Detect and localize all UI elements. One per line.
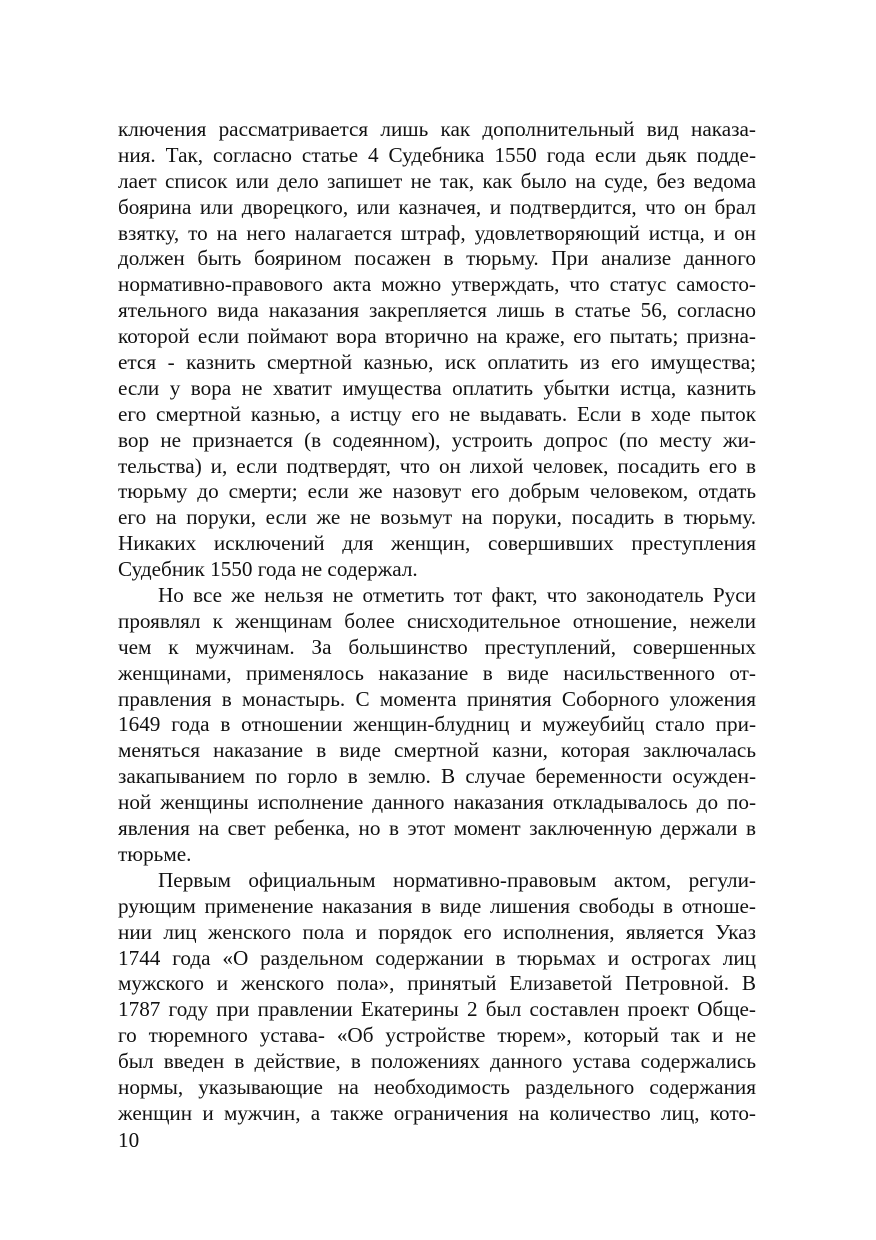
text-line: лает список или дело запишет не так, как было на суде, без ведома (118, 168, 756, 193)
text-line: нормативно-правового акта можно утверждать, что статус самосто- (118, 272, 756, 297)
text-line: меняться наказание в виде смертной казни, которая заключалась (118, 738, 756, 763)
text-line: взятку, то на него налагается штраф, удовлетворяющий истца, и он (118, 220, 756, 245)
text-line: боярина или дворецкого, или казначея, и подтвердится, что он брал (118, 194, 756, 219)
body-text (118, 117, 756, 1127)
text-line: его на поруки, если же не возьмут на поруки, посадить в тюрьму. (118, 505, 756, 530)
text-line: если у вора не хватит имущества оплатить убытки истца, казнить (118, 375, 756, 400)
text-line: должен быть боярином посажен в тюрьму. При анализе данного (118, 246, 756, 271)
paragraph (118, 868, 756, 1127)
text-line: проявлял к женщинам более снисходительное отношение, нежели (118, 608, 756, 633)
text-line: правления в монастырь. С момента принятия Соборного уложения (118, 686, 756, 711)
text-line: ется - казнить смертной казнью, иск оплатить из его имущества; (118, 350, 756, 375)
text-line: ной женщины исполнение данного наказания откладывалось до по- (118, 790, 756, 815)
text-line: Никаких исключений для женщин, совершивших преступления (118, 531, 756, 556)
text-line: вор не признается (в содеянном), устроить допрос (по месту жи- (118, 427, 756, 452)
text-line: го тюремного устава- «Об устройстве тюрем», который так и не (118, 1023, 756, 1048)
text-line: тюрьме. (118, 841, 192, 866)
paragraph (118, 583, 756, 868)
text-line: был введен в действие, в положениях данного устава содержались (118, 1049, 756, 1074)
text-line: нии лиц женского пола и порядок его исполнения, является Указ (118, 919, 756, 944)
text-line: 1649 года в отношении женщин-блудниц и мужеубийц стало при- (118, 712, 756, 737)
text-line: женщинами, применялось наказание в виде насильственного от- (118, 660, 756, 685)
text-line: Но все же нельзя не отметить тот факт, что законодатель Руси (158, 583, 756, 608)
text-line: ключения рассматривается лишь как дополнительный вид наказа- (118, 117, 756, 141)
text-line: нормы, указывающие на необходимость раздельного содержания (118, 1074, 756, 1099)
text-line: Первым официальным нормативно-правовым актом, регули- (158, 867, 756, 892)
text-line: тюрьму до смерти; если же назовут его добрым человеком, отдать (118, 479, 756, 504)
text-line: 1787 году при правлении Екатерины 2 был составлен проект Обще- (118, 997, 756, 1022)
text-line: Судебник 1550 года не содержал. (118, 557, 418, 582)
text-line: тельства) и, если подтвердят, что он лихой человек, посадить его в (118, 453, 756, 478)
text-line: ятельного вида наказания закрепляется лишь в статье 56, согласно (118, 298, 756, 323)
text-line: его смертной казнью, а истцу его не выдавать. Если в ходе пыток (118, 401, 756, 426)
text-line: рующим применение наказания в виде лишения свободы в отноше- (118, 893, 756, 918)
text-line: которой если поймают вора вторично на краже, его пытать; призна- (118, 324, 756, 349)
page-number: 10 (118, 1128, 140, 1152)
text-line: 1744 года «О раздельном содержании в тюрьмах и острогах лиц (118, 945, 756, 970)
text-line: закапыванием по горло в землю. В случае беременности осужден- (118, 764, 756, 789)
text-line: ния. Так, согласно статье 4 Судебника 1550 года если дьяк подде- (118, 142, 756, 167)
paragraph (118, 117, 756, 583)
text-line: явления на свет ребенка, но в этот момент заключенную держали в (118, 816, 756, 841)
text-line: женщин и мужчин, а также ограничения на количество лиц, кото- (118, 1100, 756, 1125)
text-line: мужского и женского пола», принятый Елизаветой Петровной. В (118, 971, 756, 996)
text-line: чем к мужчинам. За большинство преступлений, совершенных (118, 634, 756, 659)
